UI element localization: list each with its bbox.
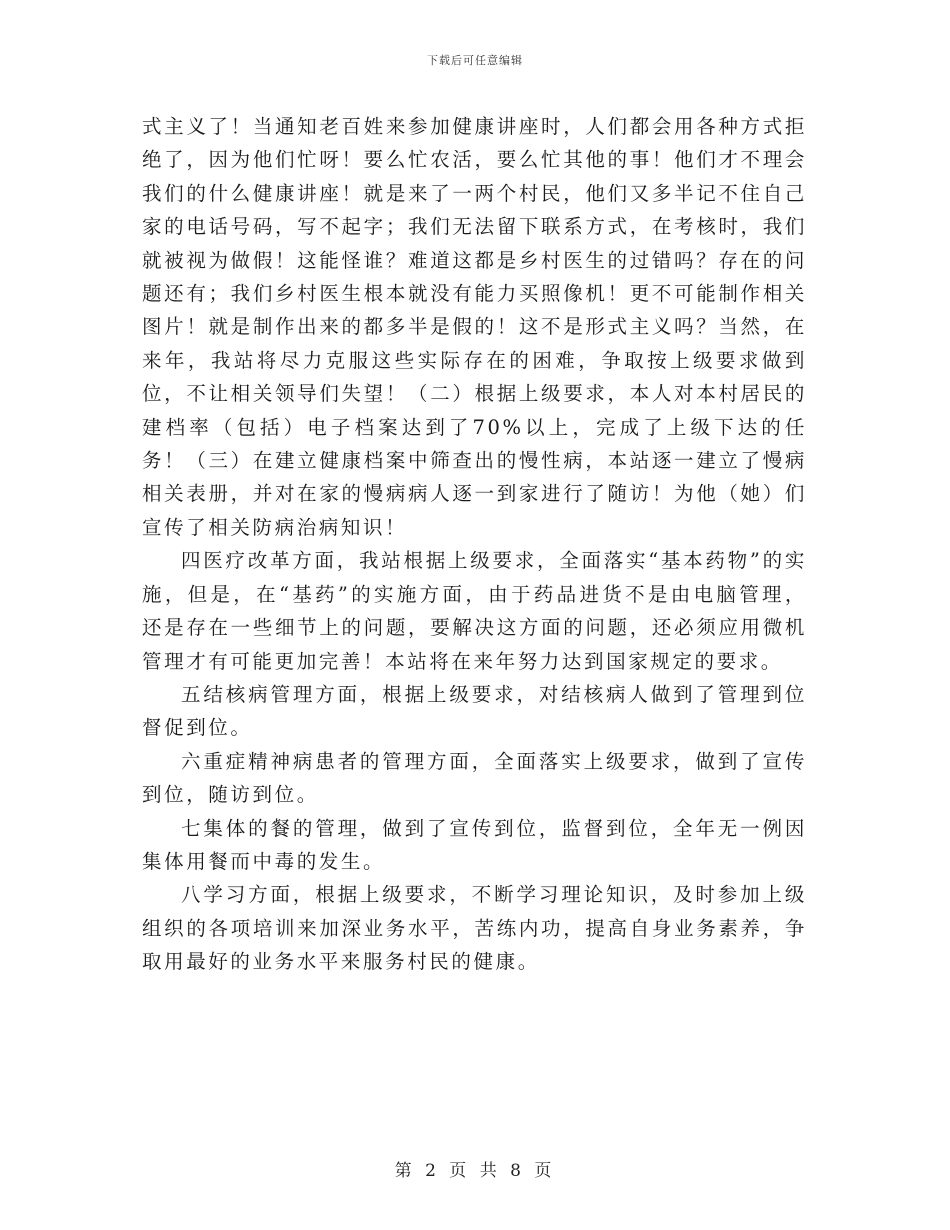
document-body bbox=[142, 110, 807, 979]
paragraph-tuberculosis: 五结核病管理方面，根据上级要求，对结核病人做到了管理到位督促到位。 bbox=[142, 682, 807, 740]
paragraph-study: 八学习方面，根据上级要求，不断学习理论知识，及时参加上级组织的各项培训来加深业务水平，苦练内功，提高自身业务素养，争取用最好的业务水平来服务村民的健康。 bbox=[142, 883, 807, 974]
paragraph-mental-illness: 六重症精神病患者的管理方面，全面落实上级要求，做到了宣传到位，随访到位。 bbox=[142, 749, 807, 807]
paragraph-medical-reform: 四医疗改革方面，我站根据上级要求，全面落实“基本药物”的实施，但是，在“基药”的实施方面，由于药品进货不是由电脑管理，还是存在一些细节上的问题，要解决这方面的问题，还必须应用微机管理才有可能更加完善！本站将在来年努力达到国家规定的要求。 bbox=[142, 549, 807, 673]
page-header-note: 下载后可任意编辑 bbox=[427, 54, 523, 67]
page-number-footer: 第 2 页 共 8 页 bbox=[394, 1161, 556, 1181]
paragraph-group-dining: 七集体的餐的管理，做到了宣传到位，监督到位，全年无一例因集体用餐而中毒的发生。 bbox=[142, 816, 807, 873]
paragraph-continuation: 式主义了！当通知老百姓来参加健康讲座时，人们都会用各种方式拒绝了，因为他们忙呀！要么忙农活，要么忙其他的事！他们才不理会我们的什么健康讲座！就是来了一两个村民，他们又多半记不住自己家的电话号码，写不起字；我们无法留下联系方式，在考核时，我们就被视为做假！这能怪谁？难道这都是乡村医生的过错吗？存在的问题还有；我们乡村医生根本就没有能力买照像机！更不可能制作相关图片！就是制作出来的都多半是假的！这不是形式主义吗？当然，在来年，我站将尽力克服这些实际存在的困难，争取按上级要求做到位，不让相关领导们失望！（二）根据上级要求，本人对本村居民的建档率（包括）电子档案达到了70%以上，完成了上级下达的任务！（三）在建立健康档案中筛查出的慢性病，本站逐一建立了慢病相关表册，并对在家的慢病病人逐一到家进行了随访！为他（她）们宣传了相关防病治病知识！ bbox=[142, 115, 807, 539]
